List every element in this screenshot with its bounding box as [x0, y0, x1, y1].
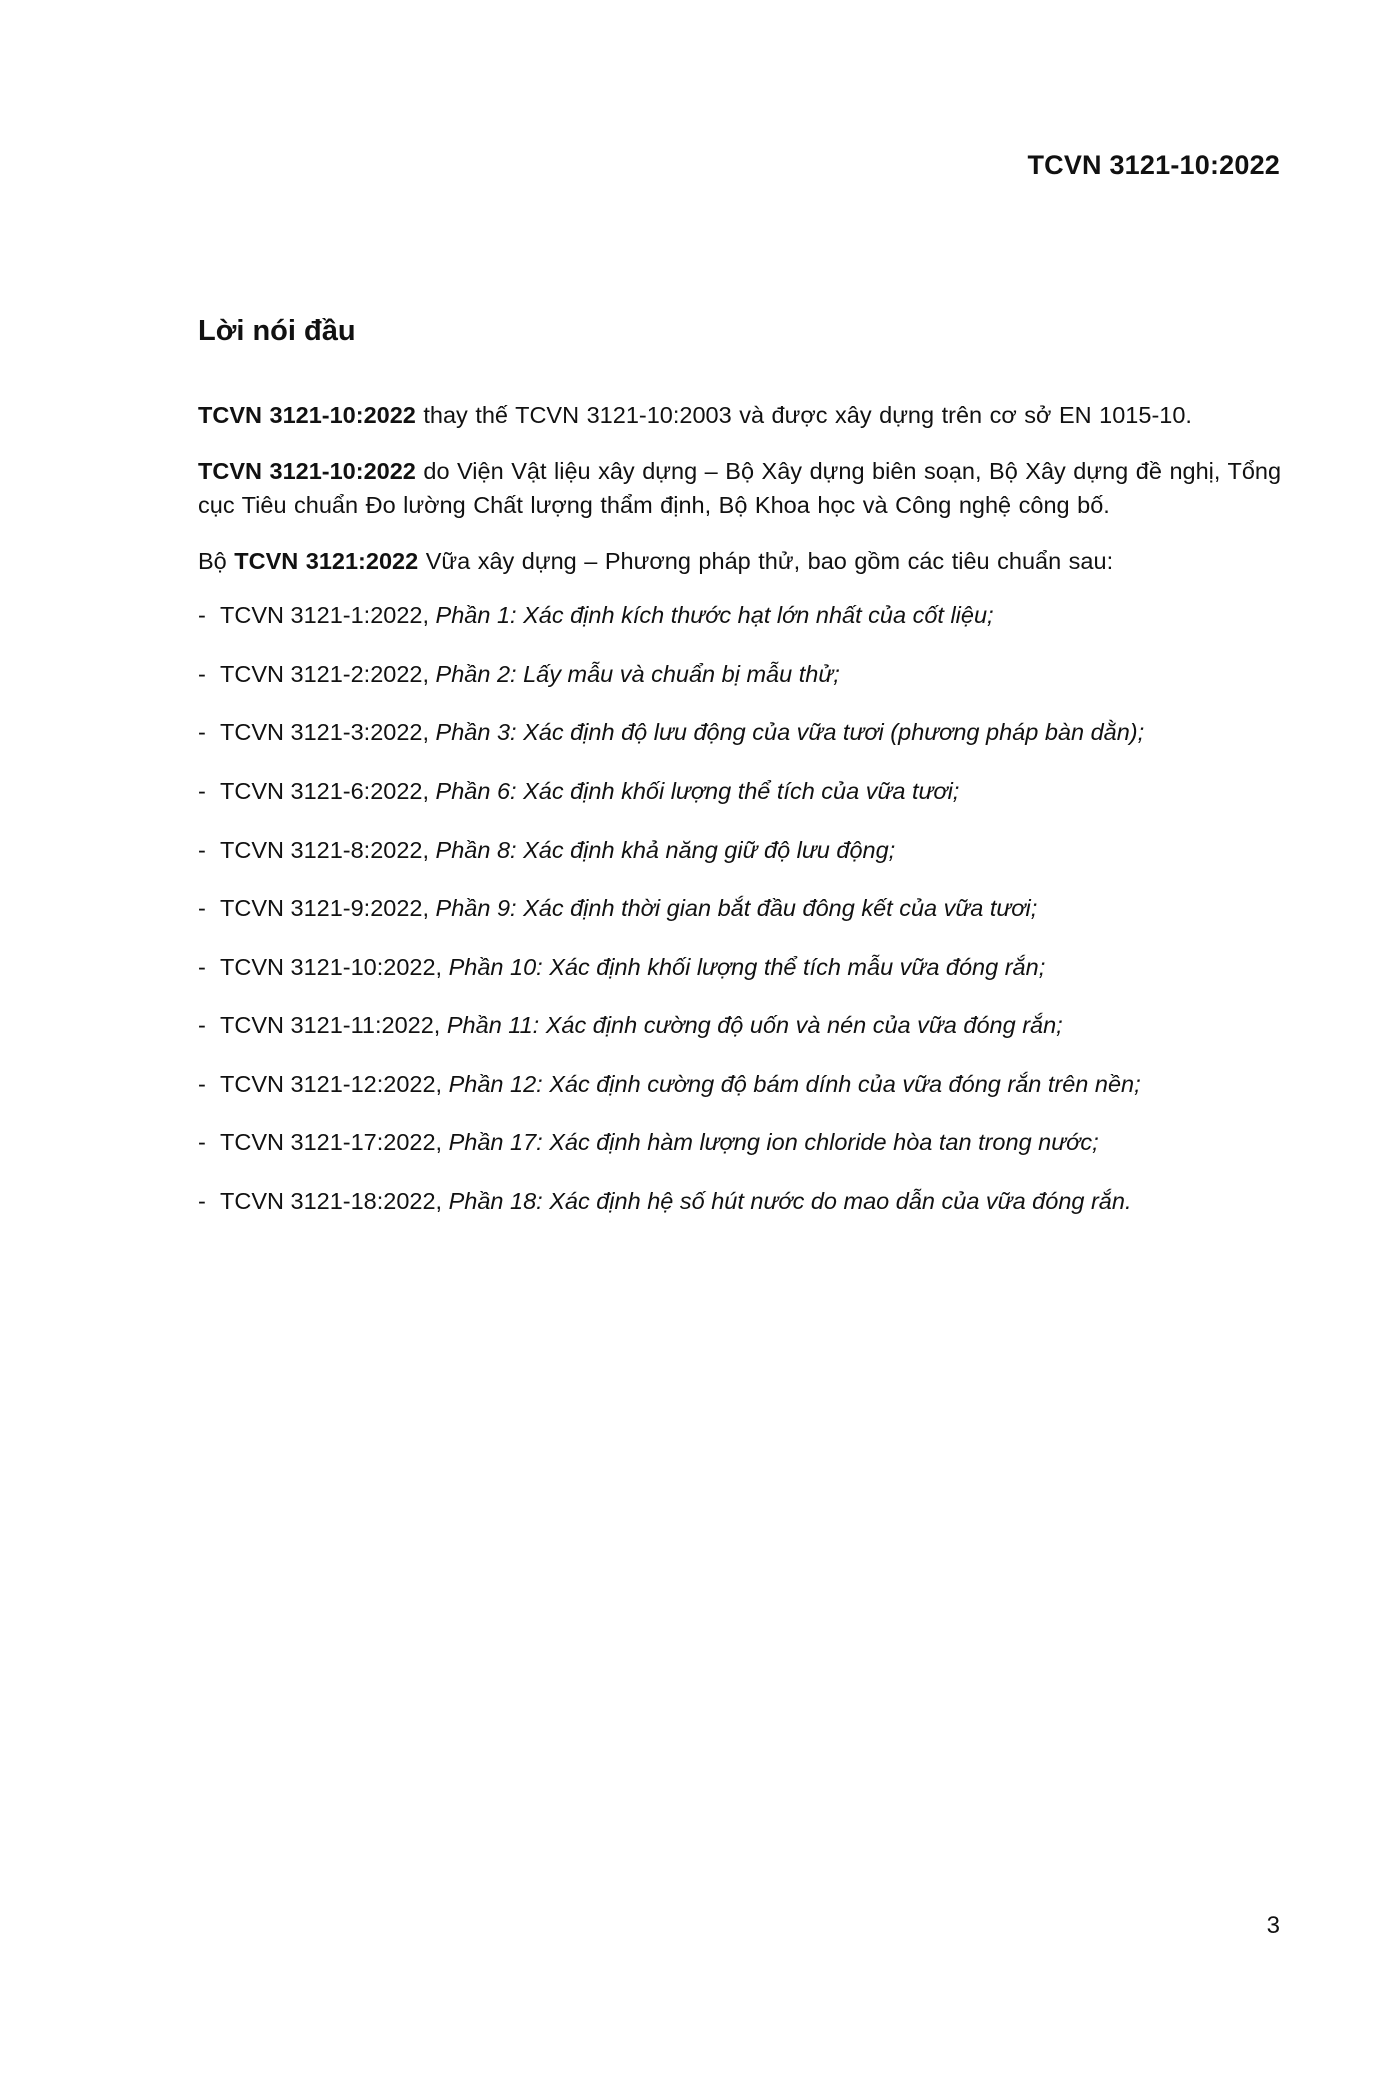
standard-code: TCVN 3121-2:2022,: [220, 660, 436, 687]
standard-code: TCVN 3121-1:2022,: [220, 602, 436, 629]
list-bullet: -: [198, 1187, 206, 1214]
paragraph-text: thay thế TCVN 3121-10:2003 và được xây dựng trên cơ sở EN 1015-10.: [415, 402, 1192, 429]
standard-code: TCVN 3121-18:2022,: [220, 1187, 449, 1214]
standard-code: TCVN 3121-6:2022,: [220, 777, 436, 804]
paragraph-replacement: [198, 398, 1288, 432]
list-bullet: -: [198, 953, 206, 980]
page-content: [198, 310, 1288, 1242]
list-item: [198, 891, 1288, 925]
list-bullet: -: [198, 1129, 206, 1156]
list-bullet: -: [198, 836, 206, 863]
standard-title: Phần 8: Xác định khả năng giữ độ lưu động;: [435, 836, 896, 863]
paragraph-text: Vữa xây dựng – Phương pháp thử, bao gồm các tiêu chuẩn sau:: [418, 548, 1114, 575]
section-heading: Lời nói đầu: [198, 315, 356, 347]
list-item: [198, 950, 1288, 984]
paragraph-text: do Viện Vật liệu xây dựng – Bộ Xây dựng biên soạn, Bộ Xây dựng đề nghị, Tổng cục Tiêu chuẩn Đo lường Chất lượng thẩm định, Bộ Khoa học và Công nghệ công bố.: [198, 458, 1282, 519]
list-item: [198, 1184, 1288, 1218]
standard-code-bold: TCVN 3121-10:2022: [198, 402, 416, 429]
list-bullet: -: [198, 602, 206, 629]
list-item: [198, 774, 1288, 808]
series-code-bold: TCVN 3121:2022: [234, 548, 419, 575]
list-item: [198, 1125, 1288, 1159]
list-bullet: -: [198, 660, 206, 687]
standard-title: Phần 9: Xác định thời gian bắt đầu đông kết của vữa tươi;: [435, 895, 1038, 922]
list-item: [198, 657, 1288, 691]
standard-title: Phần 11: Xác định cường độ uốn và nén của vữa đóng rắn;: [446, 1012, 1063, 1039]
standard-title: Phần 10: Xác định khối lượng thể tích mẫu vữa đóng rắn;: [448, 953, 1046, 980]
page-number: 3: [1266, 1912, 1280, 1939]
list-bullet: -: [198, 1070, 206, 1097]
standard-code: TCVN 3121-12:2022,: [220, 1070, 449, 1097]
standard-code: TCVN 3121-17:2022,: [220, 1129, 449, 1156]
list-item: [198, 1067, 1288, 1101]
list-bullet: -: [198, 777, 206, 804]
list-item: [198, 715, 1288, 749]
paragraph-prefix: Bộ: [198, 548, 235, 575]
standard-code: TCVN 3121-10:2022,: [220, 953, 449, 980]
list-bullet: -: [198, 719, 206, 746]
standard-title: Phần 6: Xác định khối lượng thể tích của vữa tươi;: [435, 777, 960, 804]
standard-code: TCVN 3121-8:2022,: [220, 836, 436, 863]
standard-code-bold: TCVN 3121-10:2022: [198, 458, 416, 485]
list-item: [198, 1008, 1288, 1042]
standard-code: TCVN 3121-3:2022,: [220, 719, 436, 746]
standard-title: Phần 12: Xác định cường độ bám dính của vữa đóng rắn trên nền;: [448, 1070, 1141, 1097]
standards-list: [198, 598, 1288, 1218]
standard-code: TCVN 3121-11:2022,: [220, 1012, 447, 1039]
standard-title: Phần 18: Xác định hệ số hút nước do mao dẫn của vữa đóng rắn.: [448, 1187, 1132, 1214]
list-item: [198, 833, 1288, 867]
standard-code: TCVN 3121-9:2022,: [220, 895, 436, 922]
list-bullet: -: [198, 895, 206, 922]
standard-title: Phần 2: Lấy mẫu và chuẩn bị mẫu thử;: [435, 660, 840, 687]
document-code-header: TCVN 3121-10:2022: [1027, 150, 1280, 180]
paragraph-authorship: [198, 454, 1288, 522]
paragraph-series-intro: [198, 544, 1288, 578]
standard-title: Phần 3: Xác định độ lưu động của vữa tươi (phương pháp bàn dằn);: [435, 719, 1145, 746]
list-item: [198, 598, 1288, 632]
standard-title: Phần 1: Xác định kích thước hạt lớn nhất của cốt liệu;: [435, 602, 994, 629]
list-bullet: -: [198, 1012, 206, 1039]
standard-title: Phần 17: Xác định hàm lượng ion chloride hòa tan trong nước;: [448, 1129, 1099, 1156]
